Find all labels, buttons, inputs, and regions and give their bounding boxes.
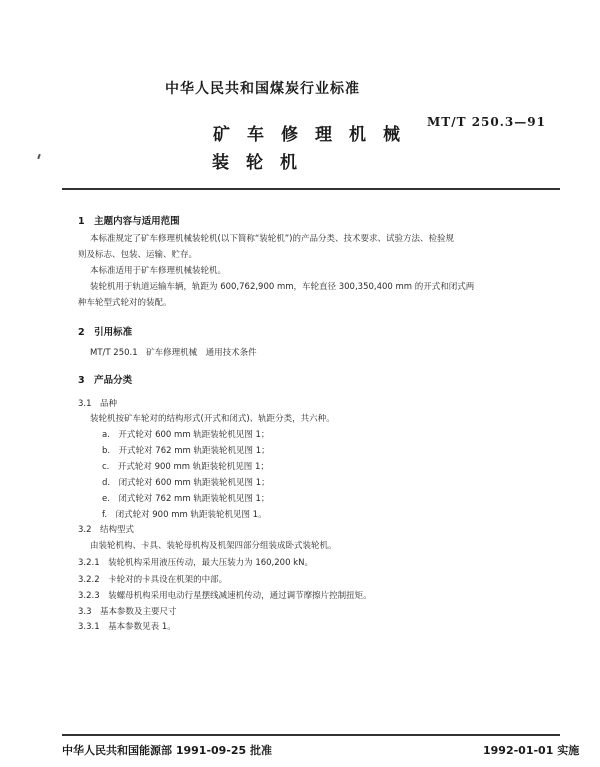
header-rule bbox=[62, 188, 560, 190]
referenced-standard: MT/T 250.1 矿车修理机械 通用技术条件 bbox=[90, 348, 257, 358]
section-3-1-heading: 3.1 品种 bbox=[78, 399, 118, 409]
section-1-paragraph-3-line-2: 种车轮型式轮对的装配。 bbox=[78, 298, 172, 308]
section-3-1-intro: 装轮机按矿车轮对的结构形式(开式和闭式)、轨距分类，共六种。 bbox=[90, 414, 335, 424]
variety-item-a: a. 开式轮对 600 mm 轨距装轮机见图 1； bbox=[102, 430, 270, 440]
section-3-2-3: 3.2.3 装螺母机构采用电动行星摆线减速机传动，通过调节摩擦片控制扭矩。 bbox=[78, 591, 372, 601]
document-title: 矿车修理机械 bbox=[213, 125, 417, 145]
industry-standard-heading: 中华人民共和国煤炭行业标准 bbox=[165, 81, 360, 97]
section-3-3-1: 3.3.1 基本参数见表 1。 bbox=[78, 622, 176, 632]
section-1-paragraph-3-line-1: 装轮机用于轨道运输车辆，轨距为 600,762,900 mm，车轮直径 300,350,400 mm 的开式和闭式两 bbox=[90, 282, 475, 292]
implementation-date: 1992-01-01 实施 bbox=[483, 744, 580, 757]
section-3-2-1: 3.2.1 装轮机构采用液压传动，最大压装力为 160,200 kN。 bbox=[78, 558, 313, 568]
approval-line: 中华人民共和国能源部 1991-09-25 批准 bbox=[62, 744, 273, 757]
section-2-heading: 2 引用标准 bbox=[78, 327, 133, 338]
section-1-paragraph-1-line-2: 则及标志、包装、运输、贮存。 bbox=[78, 250, 198, 260]
section-3-2-2: 3.2.2 卡轮对的卡具设在机架的中部。 bbox=[78, 575, 228, 585]
section-3-heading: 3 产品分类 bbox=[78, 375, 133, 386]
section-3-2-text: 由装轮机构、卡具、装轮母机构及机架四部分组装成卧式装轮机。 bbox=[90, 541, 337, 551]
scan-speck bbox=[37, 154, 41, 159]
section-3-3-heading: 3.3 基本参数及主要尺寸 bbox=[78, 607, 177, 617]
section-3-2-heading: 3.2 结构型式 bbox=[78, 525, 135, 535]
footer-rule bbox=[62, 734, 560, 736]
section-1-heading: 1 主题内容与适用范围 bbox=[78, 216, 180, 227]
variety-item-b: b. 开式轮对 762 mm 轨距装轮机见图 1； bbox=[102, 446, 270, 456]
variety-item-f: f. 闭式轮对 900 mm 轨距装轮机见图 1。 bbox=[102, 510, 267, 520]
variety-item-d: d. 闭式轮对 600 mm 轨距装轮机见图 1； bbox=[102, 478, 270, 488]
standard-code: MT/T 250.3—91 bbox=[427, 115, 546, 129]
section-1-paragraph-1-line-1: 本标准规定了矿车修理机械装轮机(以下简称“装轮机”)的产品分类、技术要求、试验方法、检验规 bbox=[90, 234, 454, 244]
document-subtitle: 装轮机 bbox=[212, 153, 314, 173]
section-1-paragraph-2: 本标准适用于矿车修理机械装轮机。 bbox=[90, 266, 227, 276]
variety-item-e: e. 闭式轮对 762 mm 轨距装轮机见图 1； bbox=[102, 494, 270, 504]
variety-item-c: c. 开式轮对 900 mm 轨距装轮机见图 1； bbox=[102, 462, 269, 472]
